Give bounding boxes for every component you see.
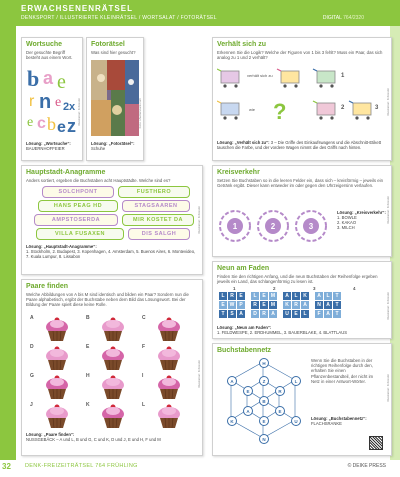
cupcake-label: A (30, 315, 34, 321)
grid-letter-cell: W (229, 302, 235, 308)
cupcake-icon (42, 403, 72, 429)
net-node: B (259, 396, 269, 406)
grid-letter-cell: K (301, 292, 309, 300)
grid-letter-cell: L (219, 292, 227, 300)
card-description: Finden Sie den richtigen Anfang, und die neun Buchstaben der Reihenfolge ergeben jeweils ein Land, das schlangenförmig zu lesen ist. (217, 274, 378, 285)
grid-letter-cell: E (260, 301, 268, 309)
grid-letter-cell: A (301, 301, 309, 309)
grid-letter-cell: R (228, 292, 236, 300)
svg-text:3: 3 (375, 105, 379, 111)
grid-letter-cell: P (237, 301, 245, 309)
anagram-pill: FUSTHERO (118, 186, 190, 198)
solution-text: Lösung: „Verhält sich zu“: 3 – Die Griffe des Einkaufswagens und die Abschnitt-Etikett tauschen die Farbe, und der vordere Wagen nimmt die des Griffs nach hinten. (217, 140, 382, 150)
image-credit: Illustration: K.Krestin (386, 292, 390, 320)
svg-text:2: 2 (270, 222, 276, 231)
image-credit: Illustration: K.Krestin (197, 206, 201, 234)
card-buchstabennetz (212, 343, 392, 456)
cupcake-icon (98, 316, 128, 342)
grid-letter-cell: E (292, 310, 300, 318)
net-node: L (291, 376, 301, 386)
grid-letter-cell: R (260, 310, 268, 318)
letter-n: n (39, 91, 52, 113)
image-credit: Illustration: K.Krestin (197, 360, 201, 388)
svg-text:1: 1 (341, 73, 345, 79)
cupcake-label: L (142, 402, 146, 408)
cupcake-item (140, 314, 196, 343)
card-fotoraetsel (86, 37, 144, 161)
grid-letter-cell: T (333, 310, 341, 318)
svg-text:3: 3 (308, 222, 314, 231)
net-node: Z (259, 376, 269, 386)
cupcake-icon (154, 316, 184, 342)
card-title: Fotorätsel (91, 41, 125, 48)
card-description: Setzen Sie Buchstaben so in die leeren Felder ein, dass sich – kreisförmig – jeweils ein Getränk ergibt. Dieser kann entweder im oder gegen den Uhrzeigersinn verlaufen. (217, 178, 383, 189)
net-node: U (291, 416, 301, 426)
ring-3 (296, 211, 326, 241)
card-title: Paare finden (26, 283, 69, 290)
net-node: K (227, 416, 237, 426)
cupcake-item (84, 343, 140, 372)
letter-e4: e (57, 119, 66, 136)
grid-letter-cell: A (315, 292, 323, 300)
cupcake-icon (154, 403, 184, 429)
net-node: E (243, 386, 253, 396)
image-credit: Illustration: K.Krestin (386, 196, 390, 224)
card-description: Anders sortiert, ergeben die Buchstaben acht Hauptstädte. Welche sind es? (26, 178, 171, 183)
letter-x: x (69, 101, 76, 113)
cupcake-icon (42, 374, 72, 400)
grid-letter-cell: L (324, 292, 332, 300)
grid-letter-cell: A (324, 301, 332, 309)
grid-letter-cell: F (315, 310, 323, 318)
card-title: Neun am Faden (217, 265, 270, 272)
cupcake-label: C (142, 315, 146, 321)
letter-2xe: 2 (63, 101, 70, 113)
grid-letter-cell: M (270, 302, 276, 308)
ring-2 (258, 211, 288, 241)
svg-text:verhält sich zu: verhält sich zu (247, 73, 273, 78)
cupcake-icon (42, 316, 72, 342)
anagram-pill: SOLCHPONT (42, 186, 114, 198)
cupcake-label: I (142, 373, 144, 379)
card-description: Was sind hier gesucht? (91, 50, 136, 55)
grid-letter-cell: R (251, 301, 259, 309)
cart-icon (313, 69, 335, 88)
grid-letter-cell: D (251, 310, 259, 318)
cupcake-label: F (142, 344, 146, 350)
cupcake-icon (98, 374, 128, 400)
solution-text: Lösung: „Paare finden“: NUSSGEBÄCK – A und L, B und G, C und K, D und J, E und H, F und M (26, 432, 161, 442)
cupcake-icon (154, 374, 184, 400)
solution-text: Lösung: „Fotorätsel“: Schuhe (91, 141, 135, 151)
qr-code (369, 436, 383, 450)
grid-letter-cell: T (219, 310, 227, 318)
grid-letter-cell: T (333, 292, 341, 300)
cupcake-item (84, 314, 140, 343)
anagram-pill: MIR KOSTET DA (122, 214, 194, 226)
anagram-pill: HANS PEAG HD (38, 200, 118, 212)
cart-logic-illustration (217, 65, 385, 135)
grid-letter-cell: A (324, 310, 332, 318)
cupcake-icon (98, 403, 128, 429)
solution-text: Lösung: „Kreisverkehr“: 1. BOWLE 2. KAKAO 3. MILCH (337, 210, 386, 230)
cart-icon (217, 69, 239, 88)
cupcake-item (84, 401, 140, 430)
letter-c: c (37, 115, 46, 132)
grid-letter-cell: S (228, 310, 236, 318)
net-node: N (259, 434, 269, 444)
cart-icon (313, 101, 335, 120)
grid-spacer (310, 292, 314, 300)
cupcake-icon (154, 345, 184, 371)
cupcake-item (84, 372, 140, 401)
card-verhaelt (212, 37, 392, 161)
grid-letter-cell: T (333, 301, 341, 309)
net-node: R (275, 386, 285, 396)
net-node: E (275, 406, 285, 416)
cart-icon (217, 101, 239, 120)
letter-b: b (27, 66, 40, 91)
grid-letter-cell: A (269, 310, 277, 318)
net-node: A (243, 406, 253, 416)
card-title: Verhält sich zu (217, 41, 267, 48)
grid-letter-cell: L (292, 292, 300, 300)
cupcake-grid (28, 314, 196, 432)
image-credit: Foto: shutterstock.com (138, 98, 142, 129)
grid-letter-cell: E (260, 292, 268, 300)
cupcake-item (28, 372, 84, 401)
anagram-pill: DIS SALGH (128, 228, 190, 240)
image-credit: Illustration: K.Krestin (386, 374, 390, 402)
grid-spacer (310, 310, 314, 318)
cupcake-label: K (86, 402, 90, 408)
solution-text: Lösung: „Buchstabennetz“: FLACHSRANKE (311, 416, 367, 426)
photo-shoes-closeup (91, 60, 139, 136)
left-margin-bar (0, 26, 16, 460)
grid-spacer (278, 292, 282, 300)
card-title: Hauptstadt-Anagramme (26, 169, 106, 176)
cupcake-label: J (30, 402, 33, 408)
card-title: Wortsuche (26, 41, 63, 48)
cupcake-label: H (86, 373, 90, 379)
page-header (0, 0, 400, 26)
grid-letter-cell: R (292, 301, 300, 309)
letter-e3: e (27, 115, 34, 130)
cupcake-item (140, 372, 196, 401)
section-subtitle: DENKSPORT / ILLUSTRIERTE KLEINRÄTSEL / WORTSALAT / FOTORÄTSEL (21, 15, 217, 21)
footer-copyright: © DEIKE PRESS (347, 463, 386, 469)
grid-spacer (246, 310, 250, 318)
net-node: E (259, 416, 269, 426)
cupcake-label: B (86, 315, 90, 321)
letter-e: e (57, 71, 66, 93)
cupcake-label: G (30, 373, 34, 379)
grid-letter-cell: M (270, 293, 276, 299)
cupcake-label: D (30, 344, 34, 350)
anagram-pill: AMPSTOSERDA (34, 214, 118, 226)
letter-b2: b (47, 114, 56, 134)
grid-letter-cell: L (301, 310, 309, 318)
letter-grid (219, 292, 341, 318)
section-title: ERWACHSENENRÄTSEL (21, 4, 133, 13)
grid-spacer (278, 301, 282, 309)
letter-a: a (43, 68, 54, 88)
card-title: Kreisverkehr (217, 169, 260, 176)
image-credit: Illustration: K.Krestin (77, 98, 81, 126)
footer-title: DENK-FREIZEITRÄTSEL 764 FRÜHLING (25, 463, 138, 469)
card-description: Der gesuchte Begriff besteht aus einem Wort. (26, 50, 73, 61)
cupcake-icon (98, 345, 128, 371)
grid-spacer (310, 301, 314, 309)
grid-letter-cell: A (237, 310, 245, 318)
header-code: DIGITAL 764/2320 (322, 15, 364, 21)
wortsuche-letters-illustration (25, 64, 79, 136)
card-description: Wenn Sie die Buchstaben in der richtigen Reihenfolge durch den, erhalten Sie einen Pflanzenbestandteil, der nicht im Netz in einer Antwort-Wörter. (311, 358, 374, 384)
svg-text:1: 1 (232, 222, 238, 231)
letter-e2: e (55, 95, 62, 110)
grid-letter-cell: N (315, 301, 323, 309)
grid-letter-cell: K (283, 301, 291, 309)
anagram-pill: VILLA FUSAXEN (36, 228, 124, 240)
cupcake-item (28, 401, 84, 430)
card-kreisverkehr (212, 165, 392, 257)
image-credit: Illustration: K.Krestin (386, 88, 390, 116)
cart-icon (277, 69, 299, 88)
grid-letter-cell: U (283, 310, 291, 318)
anagram-pill: STAGSAAREN (122, 200, 190, 212)
cupcake-item (140, 401, 196, 430)
svg-text:wie: wie (249, 107, 256, 112)
letter-r: r (29, 93, 35, 110)
card-title: Buchstabennetz (217, 347, 272, 354)
cupcake-icon (42, 345, 72, 371)
card-neun-am-faden: Neun am Faden Finden Sie den richtigen Anfang, und die neun Buchstaben der Reihenfolge ergeben jeweils ein Land, das schlangenförmig zu lesen ist. 1 2 3 4 L R E L E M A L K A L T E W P R E M K R A N A T T S A D R A U E L F A T Lösung: „Neun am Faden“: 1. FELDWESPE, 2. ERDHUMMEL, 3. BAUERBLAKE, 4. BLATTLAUS Illustration: K.Krestin (212, 261, 392, 339)
cart-icon (349, 101, 371, 120)
card-hauptstadt (21, 165, 203, 275)
cupcake-label: E (86, 344, 90, 350)
svg-text:2: 2 (341, 105, 345, 111)
ring-1 (220, 211, 250, 241)
circle-puzzle-illustration (217, 204, 329, 248)
grid-spacer (246, 292, 250, 300)
card-wortsuche (21, 37, 83, 161)
cupcake-item (28, 314, 84, 343)
cupcake-item (28, 343, 84, 372)
net-node: H (259, 358, 269, 368)
page-number: 32 (2, 462, 11, 471)
card-description: Welche Abbildungen von A bis M sind identisch und bilden ein Paar? Sondern nun die Paare alphabetisch, ergibt der Buchstabe neben dem Bild das Lösungswort. Bei der Bildung der Paare spielt diese keine Rolle. (26, 292, 189, 308)
cupcake-item (140, 343, 196, 372)
grid-spacer (246, 301, 250, 309)
question-mark-icon: ? (273, 99, 287, 124)
solution-text: Lösung: „Hauptstadt-Anagramme“: 1. Stockholm, 2. Budapest, 3. Kopenhagen, 4. Amsterdam, 5. Buenos Aires, 6. Montevideo, 7. Kuala Lumpur, 8. Lissabon (26, 244, 196, 259)
grid-letter-cell: L (251, 292, 259, 300)
grid-letter-cell: E (219, 301, 227, 309)
grid-letter-cell: A (283, 292, 291, 300)
solution-text: Lösung: „Wortsuche“: BAUERNHOFFEIER (26, 141, 71, 151)
solution-text: Lösung: „Neun am Faden“: 1. FELDWESPE, 2. ERDHUMMEL, 3. BAUERBLAKE, 4. BLATTLAUS (217, 325, 348, 335)
letter-z: z (67, 116, 76, 136)
grid-spacer (278, 310, 282, 318)
card-paare-finden (21, 279, 203, 456)
net-node: A (227, 376, 237, 386)
card-description: Erkennen Sie die Logik? Welche der Figuren von 1 bis 3 fehlt? Muss ein Paar, das sich analog zu 1 und 2 verhält? (217, 50, 383, 61)
grid-letter-cell: E (237, 292, 245, 300)
